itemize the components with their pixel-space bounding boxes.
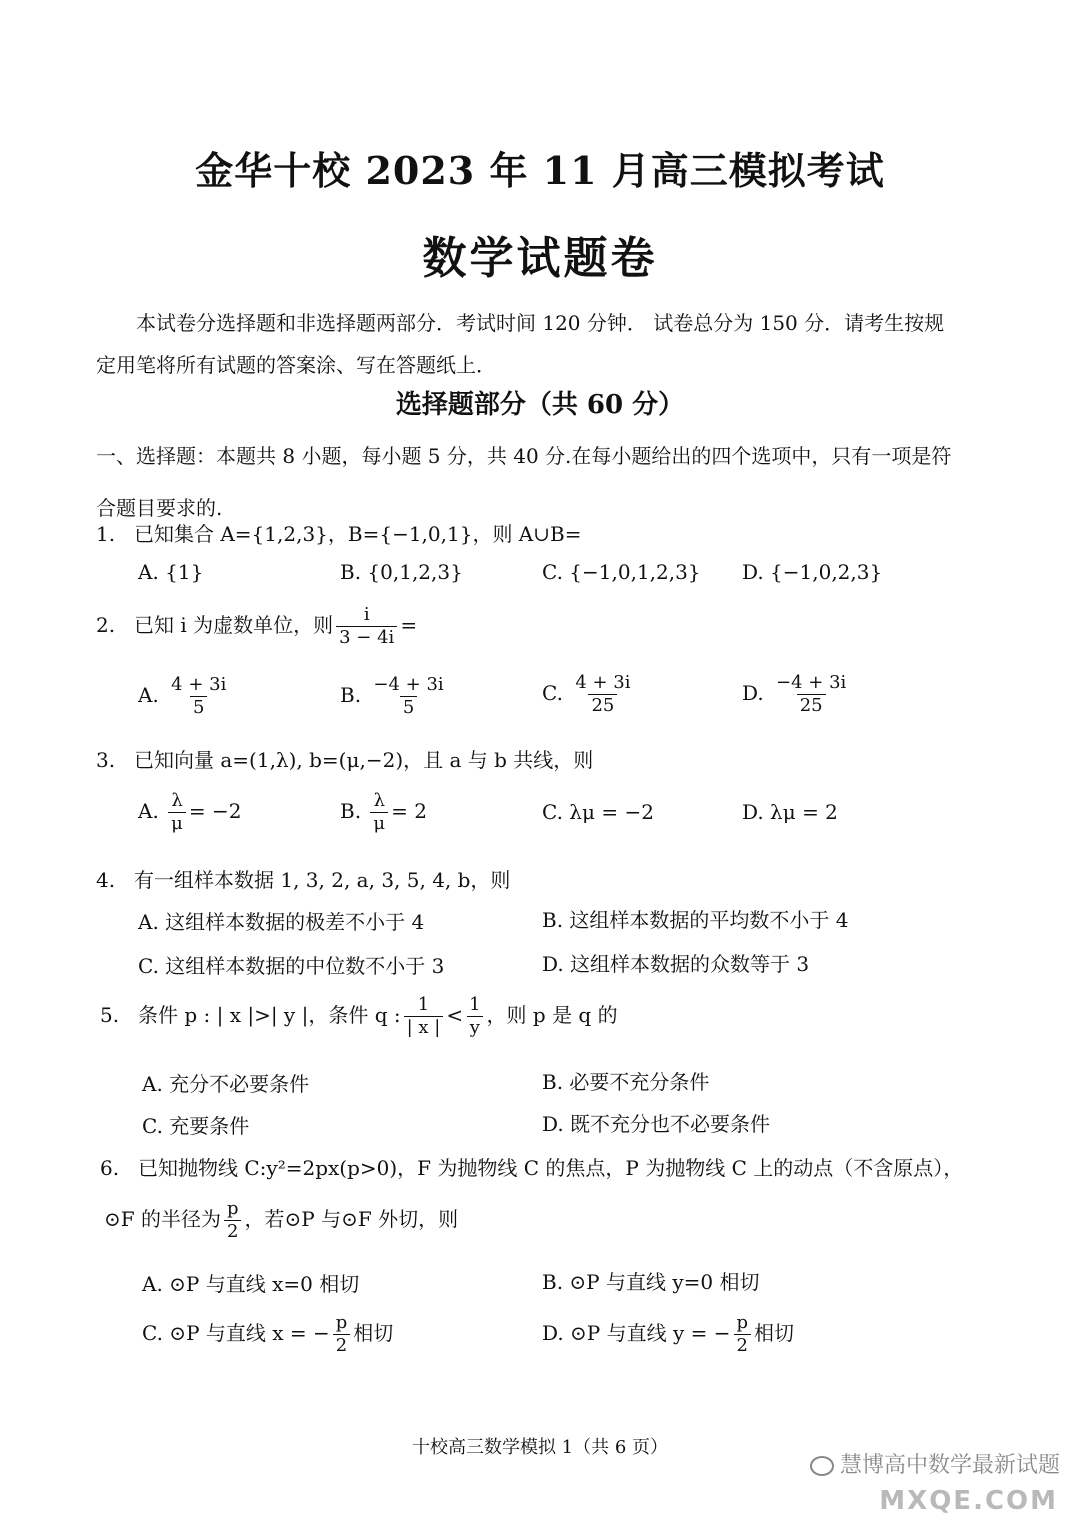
q3-option-d: D. λμ = 2	[742, 800, 838, 824]
q1-option-c: C. {−1,0,1,2,3}	[542, 560, 701, 584]
q6-option-b: B. ⊙P 与直线 y=0 相切	[542, 1270, 760, 1294]
q1-option-a: A. {1}	[138, 560, 204, 584]
q3-option-a: A. $\frac{\lambda}{\mu}$ = −2	[138, 790, 242, 834]
question-text: 已知 i 为虚数单位，则	[134, 613, 334, 637]
q3-option-b: B. $\frac{\lambda}{\mu}$ = 2	[340, 790, 427, 834]
question-number: 4.	[96, 868, 116, 892]
q2-option-c: C. $\frac{4 + 3i}{25}$	[542, 672, 631, 716]
question-text: 已知向量 a=(1,λ), b=(μ,−2)，且 a 与 b 共线，则	[134, 748, 594, 772]
q4-option-b: B. 这组样本数据的平均数不小于 4	[542, 908, 849, 932]
q2-option-b: B. $\frac{-4 + 3i}{5}$	[340, 674, 444, 718]
q5-option-b: B. 必要不充分条件	[542, 1070, 710, 1094]
q1-option-d: D. {−1,0,2,3}	[742, 560, 883, 584]
question-text: 已知集合 A={1,2,3}，B={−1,0,1}，则 A∪B=	[134, 522, 582, 546]
question-number: 1.	[96, 522, 116, 546]
part-instructions: 一、选择题：本题共 8 小题，每小题 5 分，共 40 分.在每小题给出的四个选项中，只有一项是符合题目要求的.	[96, 444, 952, 520]
fraction: $\frac{i}{3 - 4i}$	[336, 604, 397, 649]
question-6-stem-2: ⊙F 的半径为 $\frac{p}{2}$ ，若⊙P 与⊙F 外切，则	[104, 1198, 459, 1242]
watermark-caption: 慧博高中数学最新试题	[810, 1448, 1060, 1479]
question-number: 6.	[100, 1156, 120, 1180]
question-text: 有一组样本数据 1, 3, 2, a, 3, 5, 4, b，则	[134, 868, 511, 892]
question-number: 3.	[96, 748, 116, 772]
question-number: 2.	[96, 613, 116, 637]
q6-option-c: C. ⊙P 与直线 x = − $\frac{p}{2}$ 相切	[142, 1312, 394, 1356]
question-5-stem: 5. 条件 p : | x |>| y |，条件 q : $\frac{1}{| x |}$ < $\frac{1}{y}$ ，则 p 是 q 的	[100, 994, 618, 1038]
q6-option-d: D. ⊙P 与直线 y = − $\frac{p}{2}$ 相切	[542, 1312, 795, 1356]
question-1-stem	[96, 518, 581, 547]
q4-option-a: A. 这组样本数据的极差不小于 4	[138, 910, 425, 934]
section-title: 选择题部分（共 60 分）	[395, 390, 685, 420]
wechat-icon	[810, 1456, 834, 1476]
exam-title: 金华十校 2023 年 11 月高三模拟考试	[195, 148, 885, 193]
q5-option-a: A. 充分不必要条件	[142, 1072, 310, 1096]
exam-instructions: 本试卷分选择题和非选择题两部分．考试时间 120 分钟． 试卷总分为 150 分．请考生按规定用笔将所有试题的答案涂、写在答题纸上．	[96, 311, 945, 377]
question-number: 5.	[100, 1003, 120, 1027]
watermark-site: MXQE.COM	[879, 1486, 1058, 1516]
page-footer: 十校高三数学模拟 1（共 6 页）	[411, 1437, 669, 1458]
question-6-stem: 6. 已知抛物线 C:y²=2px(p>0)，F 为抛物线 C 的焦点，P 为抛物线 C 上的动点（不含原点），	[100, 1156, 964, 1180]
q5-option-c: C. 充要条件	[142, 1114, 250, 1138]
q4-option-c: C. 这组样本数据的中位数不小于 3	[138, 954, 445, 978]
exam-subtitle: 数学试题卷	[422, 233, 658, 284]
q5-option-d: D. 既不充分也不必要条件	[542, 1112, 771, 1136]
q2-option-d: D. $\frac{-4 + 3i}{25}$	[742, 672, 847, 716]
q2-option-a: A. $\frac{4 + 3i}{5}$	[138, 674, 227, 718]
question-3-stem	[96, 744, 593, 773]
q4-option-d: D. 这组样本数据的众数等于 3	[542, 952, 810, 976]
q6-option-a: A. ⊙P 与直线 x=0 相切	[142, 1272, 360, 1296]
question-4-stem	[96, 864, 510, 893]
question-2-stem: 2. 已知 i 为虚数单位，则 $\frac{i}{3 - 4i}$ =	[96, 604, 418, 648]
q1-option-b: B. {0,1,2,3}	[340, 560, 463, 584]
q3-option-c: C. λμ = −2	[542, 800, 654, 824]
